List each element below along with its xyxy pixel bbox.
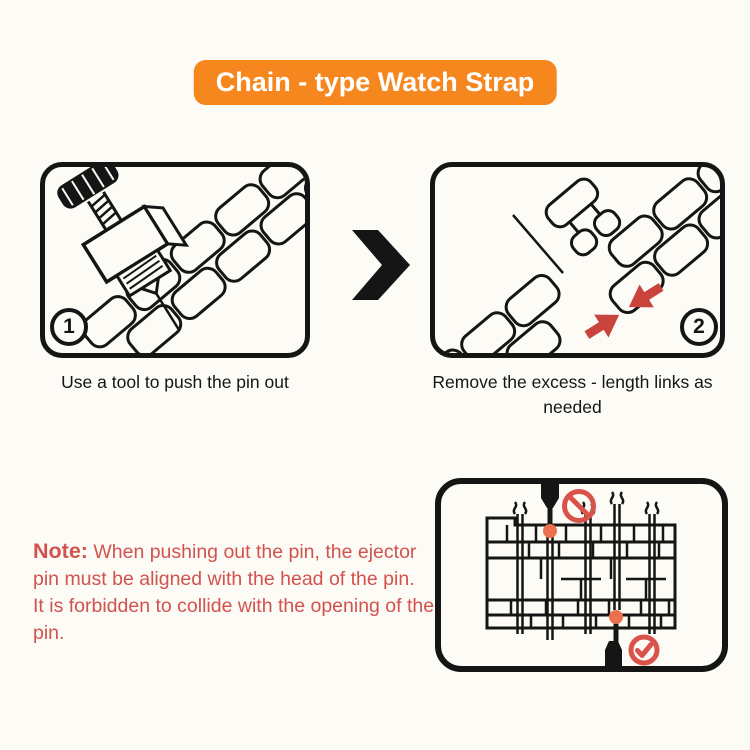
contact-dot-top	[543, 524, 557, 538]
note-line-1: Note: When pushing out the pin, the ejector	[33, 539, 417, 563]
step-2-badge	[680, 308, 718, 346]
no-symbol-icon	[565, 492, 594, 521]
note-text	[33, 538, 445, 647]
pin-alignment-diagram	[441, 484, 722, 666]
step-1-number: 1	[63, 315, 75, 338]
note-line-3: It is forbidden to collide with the opening of the pin.	[33, 595, 435, 644]
check-symbol-icon	[631, 637, 657, 663]
remove-links-illustration	[435, 167, 720, 353]
step-2-number: 2	[693, 315, 705, 338]
step-1-badge	[50, 308, 88, 346]
next-step-arrow-icon	[352, 230, 410, 300]
page-title: Chain - type Watch Strap	[194, 60, 557, 105]
note-line-2: pin must be aligned with the head of the pin.	[33, 568, 415, 590]
contact-dot-bottom	[609, 610, 623, 624]
step-2-caption: Remove the excess - length links as needed	[432, 372, 713, 418]
note-label: Note:	[33, 539, 88, 563]
ejector-pin	[156, 293, 178, 329]
removed-link	[542, 175, 625, 258]
ejector-top	[541, 484, 559, 538]
step-1-caption: Use a tool to push the pin out	[61, 372, 289, 392]
strap-segment-left	[435, 271, 587, 353]
ejector-bottom	[605, 610, 623, 666]
pin-alignment-detail-panel	[435, 478, 728, 672]
loose-pin	[513, 215, 563, 273]
bracelet-cross-section	[487, 518, 675, 628]
